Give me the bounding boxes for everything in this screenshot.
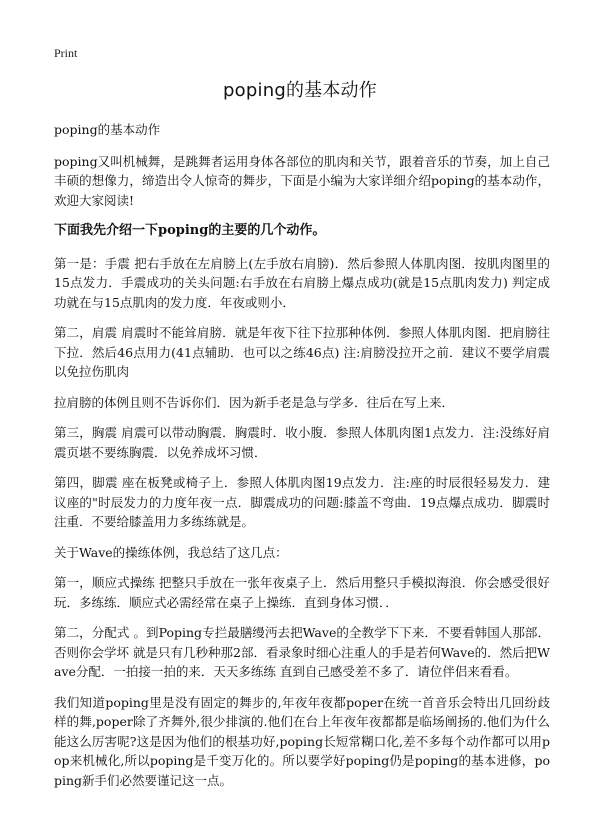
paragraph-wave-intro: 关于Wave的操练体例，我总结了这几点： (54, 544, 288, 560)
paragraph-hand-shake: 第一是：手震 把右手放在左肩膀上(左手放右肩膀)．然后参照人体肌肉图．按肌肉图里的15点发力．手震成功的关头问题:右手放在右肩膀上爆点成功(就是15点肌肉发力) 判定成功就在与15点肌肉的发力度．年夜或则小． (54, 255, 550, 310)
paragraph-wave-split: 第二，分配式 。到Poping专拦最膳缦沔去把Wave的全教学下下来．不要看韩国人那部．否则你会学坏 就是只有几秒种那2部．看录象时细心注重人的手是若何Wave的．然后把Wave分配．一拍接一拍的来．天天多练练 直到自己感受差不多了．请位伴侣来看看。 (54, 625, 550, 679)
intro-paragraph: poping又叫机械舞，是跳舞者运用身体各部位的肌肉和关节，跟着音乐的节奏，加上自己丰硕的想像力，缔造出令人惊奇的舞步，下面是小编为大家详细介绍poping的基本动作，欢迎大家阅读! (54, 153, 550, 208)
paragraph-foot-shake: 第四，脚震 座在板凳或椅子上．参照人体肌肉图19点发力．注:座的时辰很轻易发力．建议座的"时辰发力的力度年夜一点．脚震成功的问题:膝盖不弯曲．19点爆点成功．脚震时注重．不要给膝盖用力多练练就是。 (54, 475, 550, 529)
section-heading: 下面我先介绍一下poping的主要的几个动作。 (54, 223, 326, 238)
paragraph-conclusion: 我们知道poping里是没有固定的舞步的,年夜年夜都poper在统一首音乐会特出几回纷歧样的舞,poper除了齐舞外,很少排演的.他们在台上年夜年夜都都是临场阐扬的.他们为什么能这么厉害呢?这是因为他们的根基功好,poping长短常糊口化,差不多每个动作都可以用pop来机械化,所以poping是千变万化的。所以要学好poping仍是poping的基本进修，poping新手们必然要谨记这一点。 (54, 694, 550, 788)
paragraph-shoulder-note: 拉肩膀的体例且则不告诉你们．因为新手老是急与学多．往后在写上来． (54, 394, 455, 410)
page-title: poping的基本动作 (223, 80, 377, 101)
article-subtitle: poping的基本动作 (54, 122, 161, 137)
paragraph-wave-adaptive: 第一，顺应式操练 把整只手放在一张年夜桌子上．然后用整只手模拟海浪．你会感受很好玩．多练练．顺应式必需经常在桌子上操练．直到身体习惯．． (54, 575, 550, 610)
paragraph-shoulder-shake: 第二，肩震 肩震时不能耸肩膀．就是年夜下往下拉那种体例．参照人体肌肉图．把肩膀往下拉．然后46点用力(41点辅助．也可以之练46点) 注:肩膀没拉开之前．建议不要学肩震 以免拉伤肌肉 (54, 325, 550, 379)
print-link[interactable]: Print (54, 46, 78, 60)
article-body (54, 120, 550, 801)
paragraph-chest-shake: 第三，胸震 肩震可以带动胸震．胸震时．收小腹．参照人体肌肉图1点发力．注:没练好肩震页堪不要练胸震．以免养成坏习惯． (54, 425, 550, 460)
